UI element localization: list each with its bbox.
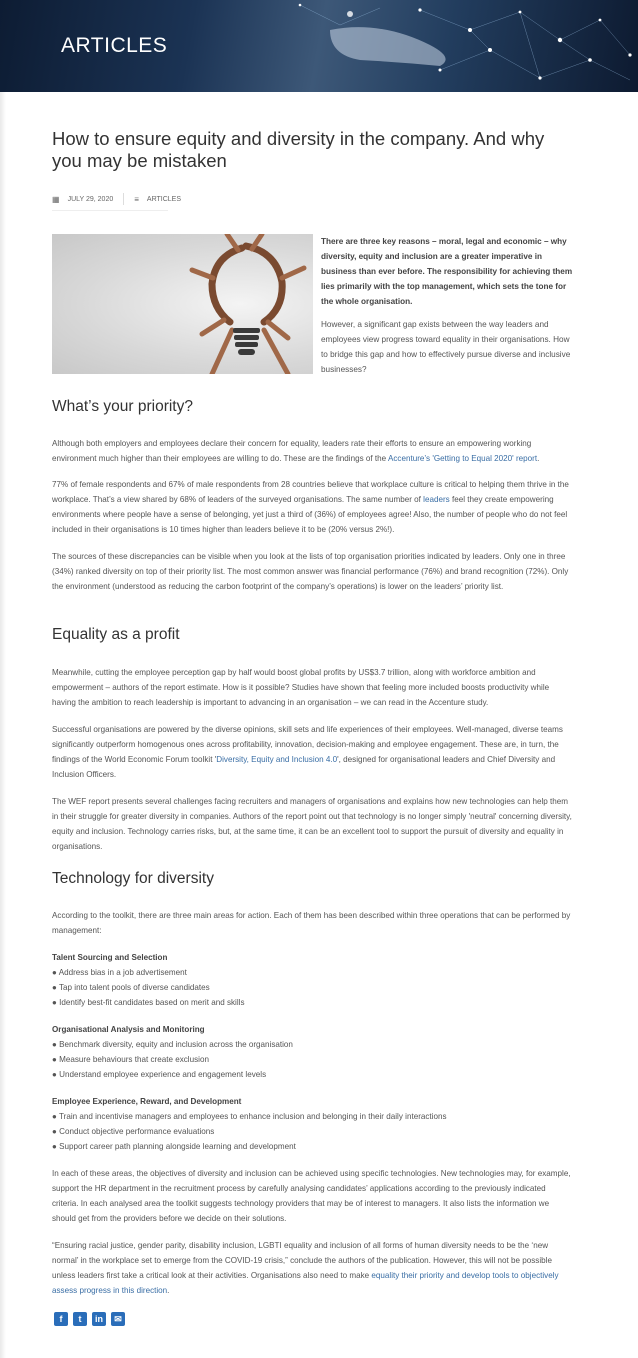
action-group-experience xyxy=(52,1094,574,1154)
lead-summary: There are three key reasons – moral, legal and economic – why diversity, equity and inclusion are a greater imperative in business than ever before. The responsibility for achieving them lies primarily with the top management, which sets the tone for the whole organisation. xyxy=(321,237,573,306)
facebook-icon[interactable]: f xyxy=(54,1312,68,1326)
paragraph: 77% of female respondents and 67% of male respondents from 28 countries believe that workplace culture is critical to helping them thrive in the workplace. That’s a view shared by 68% of leaders of the surveyed organisations. The same number of leaders feel they create empowering environments where people have a sense of belonging, yet just a third of (36%) of employees agree! Also, the number of people who do not feel included in their organisations is 10 times higher than leaders believe it to be (20% versus 2%!). xyxy=(52,480,569,534)
twitter-icon[interactable]: t xyxy=(73,1312,87,1326)
group-title: Employee Experience, Reward, and Development xyxy=(52,1097,242,1106)
article-category-link[interactable]: ARTICLES xyxy=(146,195,182,203)
article-meta xyxy=(52,193,181,205)
leaders-link[interactable]: leaders xyxy=(423,495,450,504)
accenture-report-link[interactable]: Accenture’s 'Getting to Equal 2020' report xyxy=(387,454,538,463)
article-title: How to ensure equity and diversity in the company. And why you may be mistaken xyxy=(52,128,545,171)
action-group-analysis xyxy=(52,1022,574,1082)
lightbulb-hands-image xyxy=(52,234,313,374)
list-item: ● Support career path planning alongside learning and development xyxy=(52,1142,296,1151)
calendar-icon: ▦ xyxy=(52,194,60,204)
lead-paragraphs xyxy=(321,234,574,385)
email-icon[interactable]: ✉ xyxy=(111,1312,125,1326)
heading-priority: What’s your priority? xyxy=(52,398,193,415)
meta-underline xyxy=(52,210,168,211)
list-item: ● Train and incentivise managers and employees to enhance inclusion and belonging in their daily interactions xyxy=(52,1112,447,1121)
list-item: ● Benchmark diversity, equity and inclusion across the organisation xyxy=(52,1040,293,1049)
heading-technology: Technology for diversity xyxy=(52,870,214,887)
paragraph: The sources of these discrepancies can be visible when you look at the lists of top organisation priorities indicated by leaders. Only one in three (34%) ranked diversity on top of their priority list. The most common answer was financial performance (76%) and brand recognition (72%). Only the environment (understood as reducing the carbon footprint of the company’s operations) is lower on the leaders’ priority list. xyxy=(52,552,569,591)
paragraph: The WEF report presents several challenges facing recruiters and managers of organisations and explains how new technologies can help them in their struggle for greater diversity in companies. Authors of the report point out that technology is no longer simply 'neutral' concerning diversity, equity and inclusion. Technology carries risks, but, at the same time, it can be an excellent tool to support the pursuit of diversity and equality in organisations. xyxy=(52,797,572,851)
list-item: ● Tap into talent pools of diverse candidates xyxy=(52,983,210,992)
equality-priority-link[interactable]: equality their priority and develop tools to objectively assess progress in this direction xyxy=(52,1271,559,1295)
lead-body: However, a significant gap exists between the way leaders and employees view progress toward equality in their organisations. How to bridge this gap and how to effectively pursue diverse and inclusive businesses? xyxy=(321,320,571,374)
header-banner xyxy=(0,0,638,92)
share-buttons xyxy=(54,1312,125,1326)
list-item: ● Measure behaviours that create exclusion xyxy=(52,1055,209,1064)
action-group-talent xyxy=(52,950,574,1010)
meta-divider xyxy=(123,193,124,205)
wef-toolkit-link[interactable]: Diversity, Equity and Inclusion 4.0 xyxy=(216,755,338,764)
page-edge xyxy=(0,92,6,1358)
list-item: ● Identify best-fit candidates based on merit and skills xyxy=(52,998,245,1007)
list-item: ● Understand employee experience and engagement levels xyxy=(52,1070,267,1079)
list-item: ● Address bias in a job advertisement xyxy=(52,968,187,977)
article-date: JULY 29, 2020 xyxy=(67,195,114,203)
paragraph: According to the toolkit, there are three main areas for action. Each of them has been described within three operations that can be performed by management: xyxy=(52,911,571,935)
group-title: Organisational Analysis and Monitoring xyxy=(52,1025,205,1034)
paragraph: In each of these areas, the objectives of diversity and inclusion can be achieved using specific technologies. New technologies may, for example, support the HR department in the recruitment process by carefully analysing candidates’ applications according to the previously indicated criteria. In each analysed area the toolkit suggests technology providers that may be of interest to managers. It also lists the information we should get from the providers before we decide on their solutions. xyxy=(52,1169,571,1223)
paragraph: Meanwhile, cutting the employee perception gap by half would boost global profits by US$3.7 trillion, along with workforce ambition and empowerment – authors of the report estimate. How is it possible? Studies have shown that feeling more included boosts productivity while having the ambition to reach leadership is important to advancing in an organisation – we can read in the Accenture study. xyxy=(52,668,550,707)
menu-icon: ≡ xyxy=(134,194,139,204)
paragraph: Although both employers and employees declare their concern for equality, leaders rate their efforts to ensure an empowering working environment much higher than their employees are willing to do. These are the findings of the Accenture’s 'Getting to Equal 2020' report. xyxy=(52,439,540,463)
heading-profit: Equality as a profit xyxy=(52,626,180,643)
group-title: Talent Sourcing and Selection xyxy=(52,953,168,962)
section-title: ARTICLES xyxy=(61,34,168,57)
linkedin-icon[interactable]: in xyxy=(92,1312,106,1326)
list-item: ● Conduct objective performance evaluations xyxy=(52,1127,215,1136)
paragraph: “Ensuring racial justice, gender parity, disability inclusion, LGBTI equality and inclusion of all forms of human diversity needs to be the ‘new normal’ in the workplace set to emerge from the COVID-19 crisis,” conclude the authors of the publication. However, this will not be possible unless leaders first take a critical look at their activities. Organisations also need to make equality their priority and develop tools to objectively assess progress in this direction. xyxy=(52,1241,559,1295)
paragraph: Successful organisations are powered by the diverse opinions, skill sets and life experiences of their employees. Well-managed, diverse teams significantly outperform homogenous ones across profitability, innovation, decision-making and employee engagement. These are, in turn, the findings of the World Economic Forum toolkit 'Diversity, Equity and Inclusion 4.0', designed for organisational leaders and Chief Diversity and Inclusion Officers. xyxy=(52,725,563,779)
